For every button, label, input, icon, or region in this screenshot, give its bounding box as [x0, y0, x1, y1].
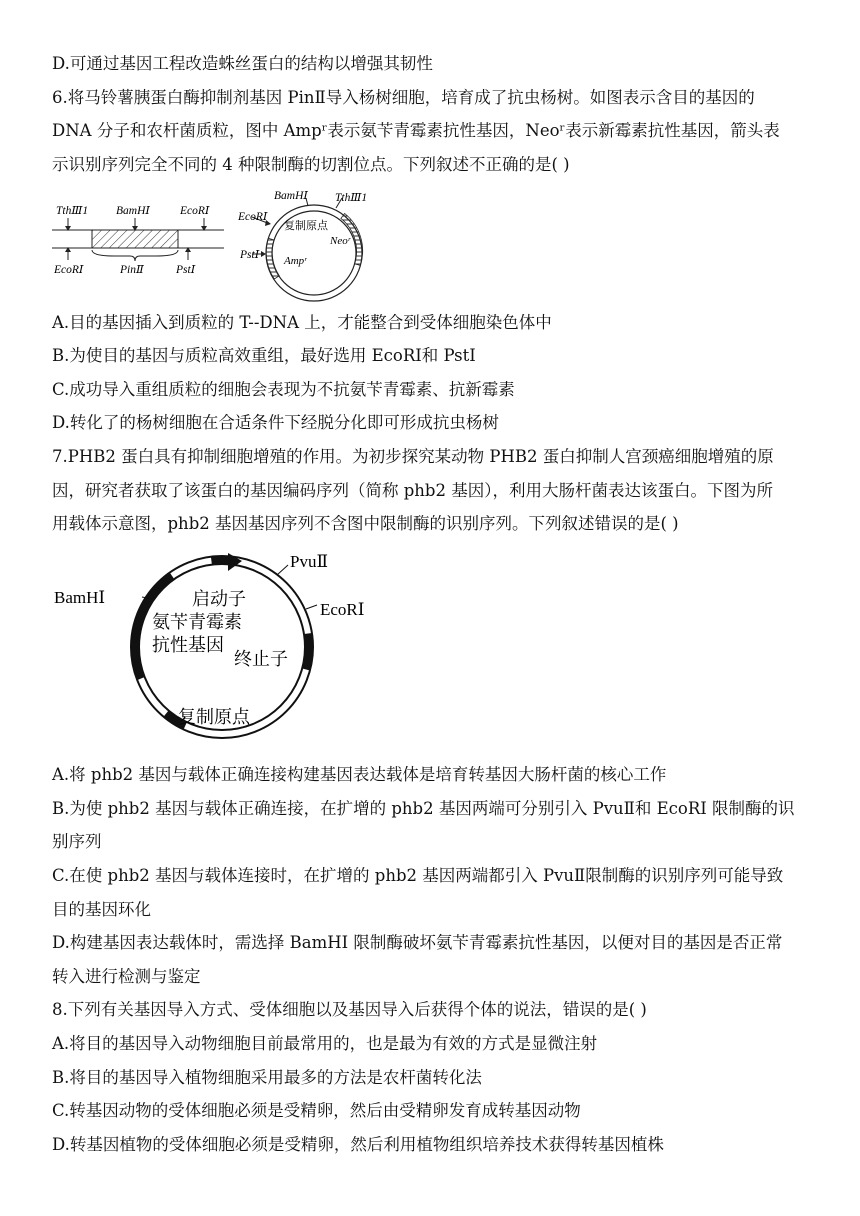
- plasmid-label-ori: 复制原点: [284, 219, 328, 232]
- text-line: A.目的基因插入到质粒的 T--DNA 上，才能整合到受体细胞染色体中: [52, 313, 552, 332]
- text-line: D.转化了的杨树细胞在合适条件下经脱分化即可形成抗虫杨树: [52, 413, 499, 432]
- label-pin2: PinⅡ: [120, 264, 144, 276]
- figure-expression-vector: [52, 545, 392, 750]
- plasmid-label-neo: Neoʳ: [330, 235, 351, 247]
- text-line: A.将目的基因导入动物细胞目前最常用的，也是最为有效的方式是显微注射: [52, 1034, 598, 1053]
- label-tth-top: TthⅢ1: [56, 205, 89, 217]
- label-ecor-top: EcoRⅠ: [180, 205, 210, 217]
- text-line: B.为使 phb2 基因与载体正确连接，在扩增的 phb2 基因两端可分别引入 PvuⅡ和 EcoRI 限制酶的识: [52, 799, 795, 818]
- plasmid-label-ecor: EcoRⅠ: [238, 211, 268, 223]
- text-line: D.可通过基因工程改造蛛丝蛋白的结构以增强其韧性: [52, 54, 433, 73]
- text-line: C.成功导入重组质粒的细胞会表现为不抗氨苄青霉素、抗新霉素: [52, 380, 515, 399]
- text-line: 8.下列有关基因导入方式、受体细胞以及基因导入后获得个体的说法，错误的是( ): [52, 1000, 647, 1019]
- label-bamh-top: BamHⅠ: [116, 205, 150, 217]
- vector-label-amp-2: 抗性基因: [152, 635, 224, 656]
- text-line: 6.将马铃薯胰蛋白酶抑制剂基因 PinⅡ导入杨树细胞，培育成了抗虫杨树。如图表示含目的基因的: [52, 88, 755, 107]
- vector-label-bamh: BamHⅠ: [54, 588, 106, 607]
- text-line: DNA 分子和农杆菌质粒，图中 Ampʳ表示氨苄青霉素抗性基因，Neoʳ表示新霉素抗性基因，箭头表: [52, 121, 780, 140]
- text-line: B.将目的基因导入植物细胞采用最多的方法是农杆菌转化法: [52, 1068, 482, 1087]
- text-line: 转入进行检测与鉴定: [52, 967, 201, 986]
- vector-label-ori: 复制原点: [178, 707, 250, 728]
- plasmid-label-bamh: BamHⅠ: [274, 190, 308, 202]
- text-line: C.在使 phb2 基因与载体连接时，在扩增的 phb2 基因两端都引入 PvuⅡ限制酶的识别序列可能导致: [52, 866, 784, 885]
- text-line: 因，研究者获取了该蛋白的基因编码序列（简称 phb2 基因），利用大肠杆菌表达该蛋白。下图为所: [52, 481, 773, 500]
- plasmid-label-amp: Ampʳ: [284, 255, 307, 267]
- vector-label-pvu: PvuⅡ: [290, 552, 329, 571]
- label-pst-bottom: PstⅠ: [176, 264, 196, 276]
- text-line: C.转基因动物的受体细胞必须是受精卵，然后由受精卵发育成转基因动物: [52, 1101, 581, 1120]
- figure-dna-plasmid: [52, 186, 522, 302]
- label-ecor-bottom: EcoRⅠ: [54, 264, 84, 276]
- text-line: D.构建基因表达载体时，需选择 BamHI 限制酶破坏氨苄青霉素抗性基因，以便对目的基因是否正常: [52, 933, 783, 952]
- text-line: 示识别序列完全不同的 4 种限制酶的切割位点。下列叙述不正确的是( ): [52, 155, 570, 174]
- promoter-arrow: [228, 553, 242, 571]
- plasmid-label-tth: TthⅢ1: [335, 192, 368, 204]
- vector-label-terminator: 终止子: [234, 649, 288, 670]
- text-line: 目的基因环化: [52, 900, 151, 919]
- text-line: 别序列: [52, 832, 102, 851]
- vector-label-amp-1: 氨苄青霉素: [152, 612, 242, 633]
- vector-label-ecor: EcoRⅠ: [320, 600, 365, 619]
- vector-label-promoter: 启动子: [192, 589, 246, 610]
- pin2-gene-block: [92, 230, 178, 248]
- text-line: D.转基因植物的受体细胞必须是受精卵，然后利用植物组织培养技术获得转基因植株: [52, 1135, 664, 1154]
- text-line: B.为使目的基因与质粒高效重组，最好选用 EcoRⅠ和 PstⅠ: [52, 346, 476, 365]
- plasmid-label-pst: PstⅠ: [240, 249, 260, 261]
- text-line: A.将 phb2 基因与载体正确连接构建基因表达载体是培育转基因大肠杆菌的核心工作: [52, 765, 667, 784]
- text-line: 7.PHB2 蛋白具有抑制细胞增殖的作用。为初步探究某动物 PHB2 蛋白抑制人宫颈癌细胞增殖的原: [52, 447, 774, 466]
- text-line: 用载体示意图，phb2 基因基因序列不含图中限制酶的识别序列。下列叙述错误的是( ): [52, 514, 679, 533]
